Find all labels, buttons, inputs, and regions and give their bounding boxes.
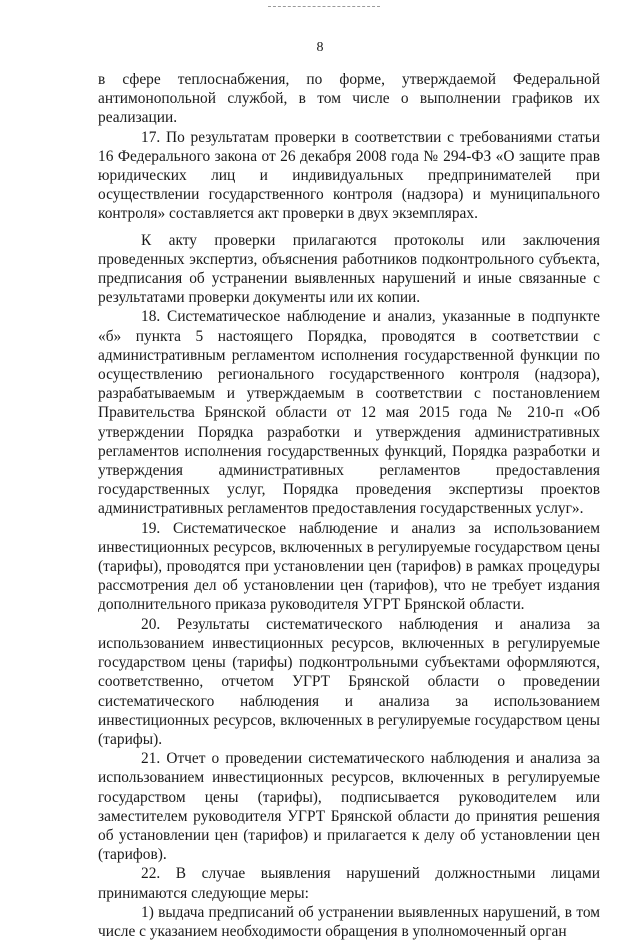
paragraph-19: 19. Систематическое наблюдение и анализ за использованием инвестиционных ресурсов, включенных в регулируемые государством цены (тарифы), проводятся при установлении цен (тарифов) в рамках процедуры рассмотрения дел об установлении цен (тарифов), что не требует издания дополнительного приказа руководителя УГРТ Брянской области. bbox=[98, 519, 600, 614]
paragraph-20: 20. Результаты систематического наблюдения и анализа за использованием инвестиционных ресурсов, включенных в регулируемые государством цены (тарифы) подконтрольными субъектами оформляются, соответственно, отчетом УГРТ Брянской области о проведении систематического наблюдения и анализа за использованием инвестиционных ресурсов, включенных в регулируемые государством цены (тарифы). bbox=[98, 615, 600, 748]
paragraph-continuation: в сфере теплоснабжения, по форме, утверждаемой Федеральной антимонопольной службой, в том числе о выполнении графиков их реализации. bbox=[98, 71, 600, 127]
paragraph-17: 17. По результатам проверки в соответствии с требованиями статьи 16 Федерального закона от 26 декабря 2008 года № 294-ФЗ «О защите прав юридических лиц и индивидуальных предпринимателей при осуществлении государственного контроля (надзора) и муниципального контроля» составляется акт проверки в двух экземплярах. bbox=[98, 128, 600, 223]
paragraph-18: 18. Систематическое наблюдение и анализ, указанные в подпункте «б» пункта 5 настоящего Порядка, проводятся в соответствии с административным регламентом исполнения государственной функции по осуществлению регионального государственного контроля (надзора), разрабатываемым и утверждаемым в соответствии с постановлением Правительства Брянской области от 12 мая 2015 года № 210-п «Об утверждении Порядка разработки и утверждения административных регламентов исполнения государственных функций, Порядка разработки и утверждения административных регламентов предоставления государственных услуг, Порядка проведения экспертизы проектов административных регламентов предоставления государственных услуг». bbox=[98, 308, 600, 518]
page-number: 8 bbox=[316, 40, 324, 55]
paragraph-22-item-1: 1) выдача предписаний об устранении выявленных нарушений, в том числе с указанием необходимости обращения в уполномоченный орган bbox=[98, 903, 600, 940]
paragraph-21: 21. Отчет о проведении систематического наблюдения и анализа за использованием инвестиционных ресурсов, включенных в регулируемые государством цены (тарифы), подписывается руководителем или заместителем руководителя УГРТ Брянской области до принятия решения об установлении цен (тарифов) и прилагается к делу об установлении цен (тарифов). bbox=[98, 750, 600, 864]
top-edge-rule bbox=[268, 6, 380, 7]
paragraph-22: 22. В случае выявления нарушений должностными лицами принимаются следующие меры: bbox=[98, 865, 600, 902]
paragraph-act-attachments: К акту проверки прилагаются протоколы или заключения проведенных экспертиз, объяснения работников подконтрольного субъекта, предписания об устранении выявленных нарушений и иные связанные с результатами проверки документы или их копии. bbox=[98, 231, 600, 307]
document-body bbox=[98, 70, 600, 941]
